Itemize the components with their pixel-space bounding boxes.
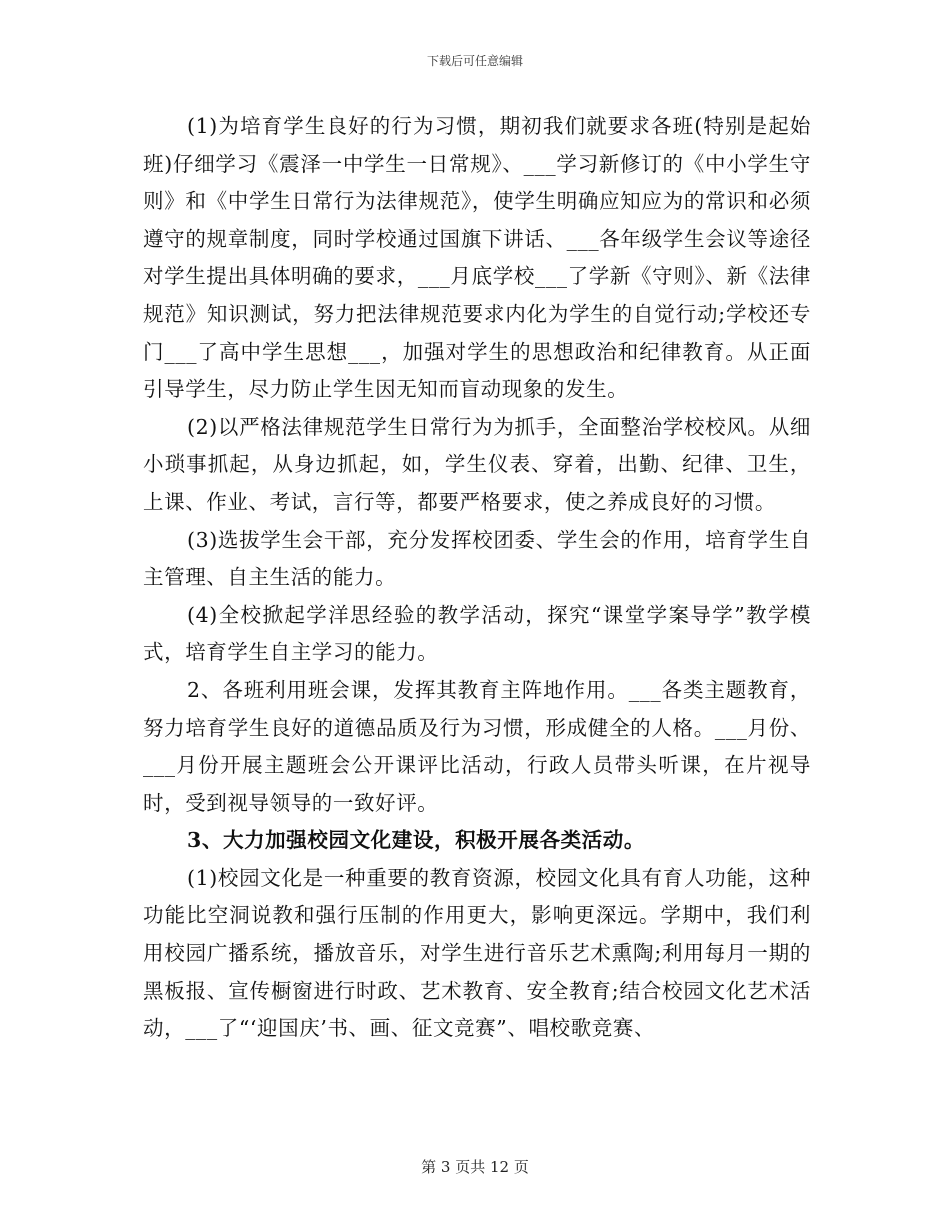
paragraph-1: (1)为培育学生良好的行为习惯，期初我们就要求各班(特别是起始班)仔细学习《震泽一中学生一日常规》、___学习新修订的《中小学生守则》和《中学生日常行为法律规范》，使学生明确应知应为的常识和必须遵守的规章制度，同时学校通过国旗下讲话、___各年级学生会议等途径对学生提出具体明确的要求，___月底学校___了学新《守则》、新《法律规范》知识测试，努力把法律规范要求内化为学生的自觉行动;学校还专门___了高中学生思想___，加强对学生的思想政治和纪律教育。从正面引导学生，尽力防止学生因无知而盲动现象的发生。 — [143, 114, 811, 402]
paragraph-5: 2、各班利用班会课，发挥其教育主阵地作用。___各类主题教育，努力培育学生良好的道德品质及行为习惯，形成健全的人格。___月份、___月份开展主题班会公开课评比活动，行政人员带头听课，在片视导时，受到视导领导的一致好评。 — [143, 677, 811, 815]
paragraph-4: (4)全校掀起学洋思经验的教学活动，探究“课堂学案导学”教学模式，培育学生自主学习的能力。 — [143, 602, 811, 665]
paragraph-2: (2)以严格法律规范学生日常行为为抓手，全面整治学校校风。从细小琐事抓起，从身边抓起，如，学生仪表、穿着，出勤、纪律、卫生，上课、作业、考试，言行等，都要严格要求，使之养成良好的习惯。 — [143, 414, 811, 514]
paragraph-3: (3)选拔学生会干部，充分发挥校团委、学生会的作用，培育学生自主管理、自主生活的能力。 — [143, 527, 811, 590]
paragraph-6: (1)校园文化是一种重要的教育资源，校园文化具有育人功能，这种功能比空洞说教和强行压制的作用更大，影响更深远。学期中，我们利用校园广播系统，播放音乐，对学生进行音乐艺术熏陶;利用每月一期的黑板报、宣传橱窗进行时政、艺术教育、安全教育;结合校园文化艺术活动，___了“‘迎国庆’书、画、征文竞赛”、唱校歌竞赛、 — [143, 865, 811, 1041]
document-body — [143, 108, 811, 1048]
section-heading: 3、大力加强校园文化建设，积极开展各类活动。 — [187, 828, 645, 853]
page-footer: 第 3 页共 12 页 — [421, 1158, 529, 1176]
page-header: 下载后可任意编辑 — [426, 54, 523, 68]
